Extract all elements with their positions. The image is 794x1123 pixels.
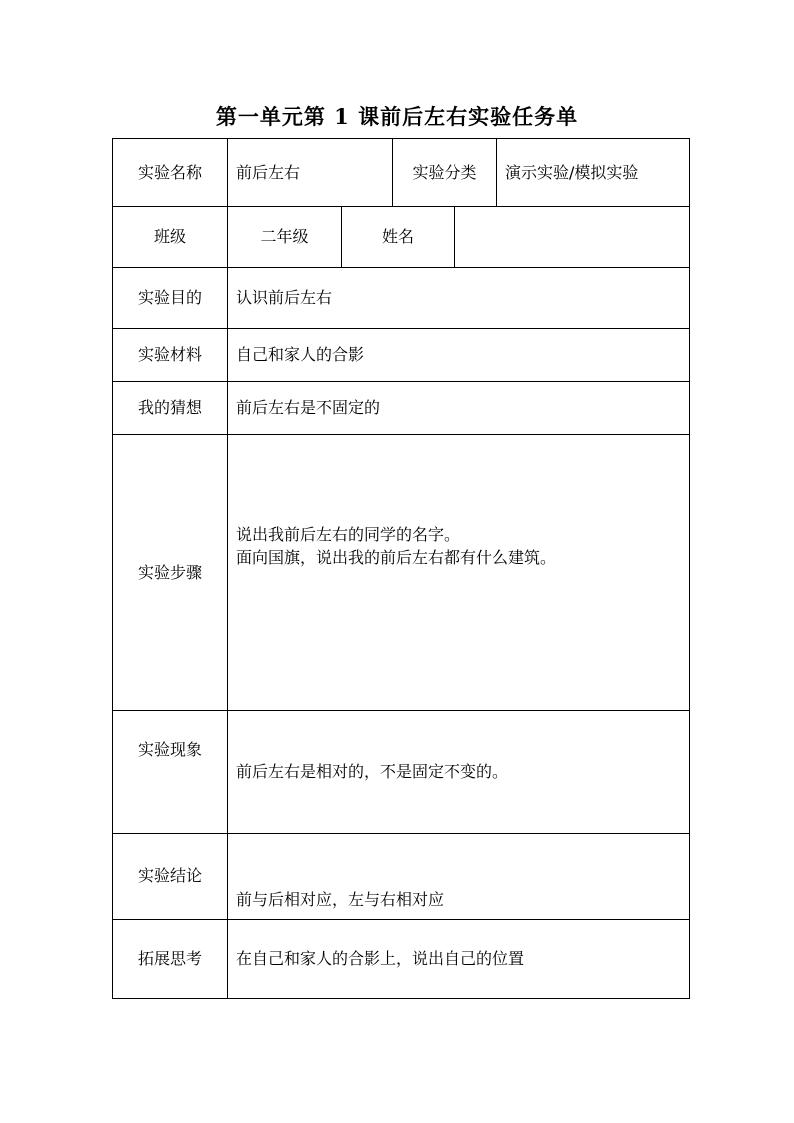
- row-conclusion: [113, 834, 689, 920]
- phenomenon-value: 前后左右是相对的，不是固定不变的。: [236, 762, 509, 781]
- row-guess: [113, 382, 689, 435]
- row-extension: [113, 920, 689, 998]
- materials-value: 自己和家人的合影: [227, 329, 689, 381]
- conclusion-value-cell: [227, 834, 689, 919]
- guess-label: 我的猜想: [137, 398, 202, 417]
- experiment-type-label: 实验分类: [392, 139, 496, 206]
- conclusion-label: 实验结论: [137, 866, 202, 885]
- row-materials: [113, 329, 689, 382]
- page-title: 第一单元第 1 课前后左右实验任务单: [215, 104, 579, 129]
- steps-value: [227, 435, 689, 710]
- purpose-label: 实验目的: [137, 288, 202, 307]
- step-item: 面向国旗，说出我的前后左右都有什么建筑。: [236, 548, 557, 567]
- conclusion-label-cell: [113, 834, 227, 919]
- class-label: 班级: [153, 227, 186, 246]
- conclusion-value: 前与后相对应，左与右相对应: [236, 890, 445, 909]
- purpose-value: 认识前后左右: [227, 268, 689, 328]
- experiment-type-value: 演示实验/模拟实验: [496, 139, 689, 206]
- experiment-name-value: 前后左右: [227, 139, 392, 206]
- row-phenomenon: [113, 711, 689, 834]
- row-experiment-name: [113, 139, 689, 207]
- steps-label: 实验步骤: [137, 562, 202, 582]
- row-steps: [113, 435, 689, 711]
- class-value: 二年级: [227, 207, 341, 267]
- extension-value: 在自己和家人的合影上，说出自己的位置: [227, 920, 689, 998]
- name-value-field[interactable]: [454, 207, 689, 267]
- experiment-name-label: 实验名称: [137, 162, 202, 182]
- row-class: [113, 207, 689, 268]
- task-sheet-table: [112, 138, 690, 999]
- row-purpose: [113, 268, 689, 329]
- phenomenon-value-cell: [227, 711, 689, 833]
- materials-label: 实验材料: [137, 345, 202, 364]
- extension-label: 拓展思考: [137, 949, 202, 968]
- phenomenon-label-cell: [113, 711, 227, 833]
- phenomenon-label: 实验现象: [137, 740, 202, 759]
- name-label: 姓名: [341, 207, 454, 267]
- guess-value: 前后左右是不固定的: [227, 382, 689, 434]
- step-item: 说出我前后左右的同学的名字。: [236, 525, 461, 544]
